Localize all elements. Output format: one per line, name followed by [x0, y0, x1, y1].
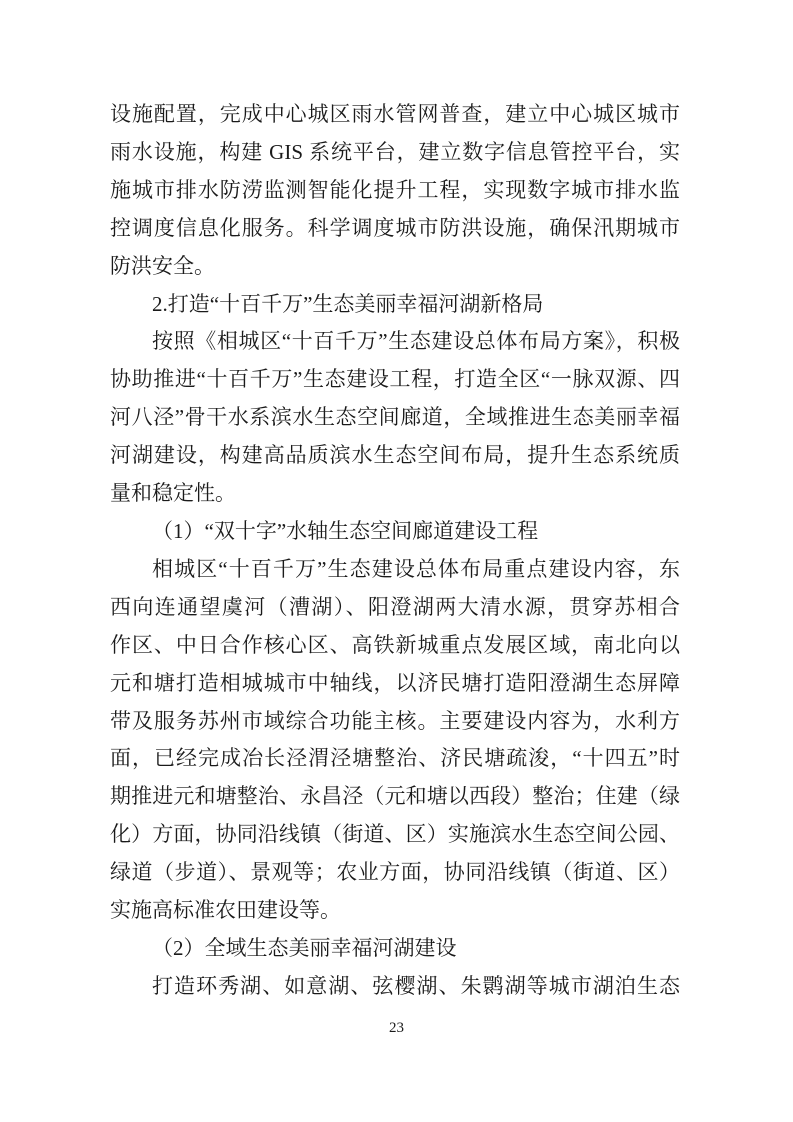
text-line: 作区、中日合作核心区、高铁新城重点发展区域，南北向以: [110, 632, 680, 657]
document-content: [110, 96, 680, 1006]
text-line: 2.打造“十百千万”生态美丽幸福河湖新格局: [152, 291, 544, 316]
paragraph: [110, 551, 680, 930]
text-line: 河湖建设，构建高品质滨水生态空间布局，提升生态系统质: [110, 443, 680, 468]
text-line: 河八泾”骨干水系滨水生态空间廊道，全域推进生态美丽幸福: [110, 405, 680, 430]
text-line: 控调度信息化服务。科学调度城市防洪设施，确保汛期城市: [110, 215, 680, 240]
paragraph: [110, 96, 680, 286]
text-line: 期推进元和塘整治、永昌泾（元和塘以西段）整治；住建（绿: [110, 784, 680, 809]
text-line: （2）全域生态美丽幸福河湖建设: [152, 935, 457, 960]
paragraph: [110, 968, 680, 1006]
subheading: [110, 930, 680, 968]
text-line: 实施高标准农田建设等。: [110, 898, 341, 923]
text-line: 雨水设施，构建 GIS 系统平台，建立数字信息管控平台，实: [110, 139, 680, 164]
text-line: 量和稳定性。: [110, 481, 236, 506]
text-line: 施城市排水防涝监测智能化提升工程，实现数字城市排水监: [110, 177, 680, 202]
text-line: 设施配置，完成中心城区雨水管网普查，建立中心城区城市: [110, 102, 680, 126]
text-line: （1）“双十字”水轴生态空间廊道建设工程: [152, 518, 539, 543]
text-line: 元和塘打造相城城市中轴线，以济民塘打造阳澄湖生态屏障: [110, 670, 680, 695]
text-line: 西向连通望虞河（漕湖）、阳澄湖两大清水源，贯穿苏相合: [110, 594, 680, 619]
text-line: 带及服务苏州市域综合功能主核。主要建设内容为，水利方: [110, 708, 680, 733]
text-line: 打造环秀湖、如意湖、弦樱湖、朱鹮湖等城市湖泊生态: [152, 973, 680, 998]
text-line: 按照《相城区“十百千万”生态建设总体布局方案》，积极: [152, 329, 680, 354]
page-number: 23: [389, 1020, 404, 1036]
text-line: 面，已经完成冶长泾渭泾塘整治、济民塘疏浚，“十四五”时: [110, 746, 680, 771]
paragraph: [110, 323, 680, 513]
text-line: 协助推进“十百千万”生态建设工程，打造全区“一脉双源、四: [110, 367, 680, 392]
text-line: 相城区“十百千万”生态建设总体布局重点建设内容，东: [152, 556, 680, 581]
text-line: 防洪安全。: [110, 253, 215, 278]
text-line: 化）方面，协同沿线镇（街道、区）实施滨水生态空间公园、: [110, 822, 680, 847]
heading: [110, 286, 680, 324]
text-line: 绿道（步道）、景观等；农业方面，协同沿线镇（街道、区）: [110, 860, 680, 885]
subheading: [110, 513, 680, 551]
